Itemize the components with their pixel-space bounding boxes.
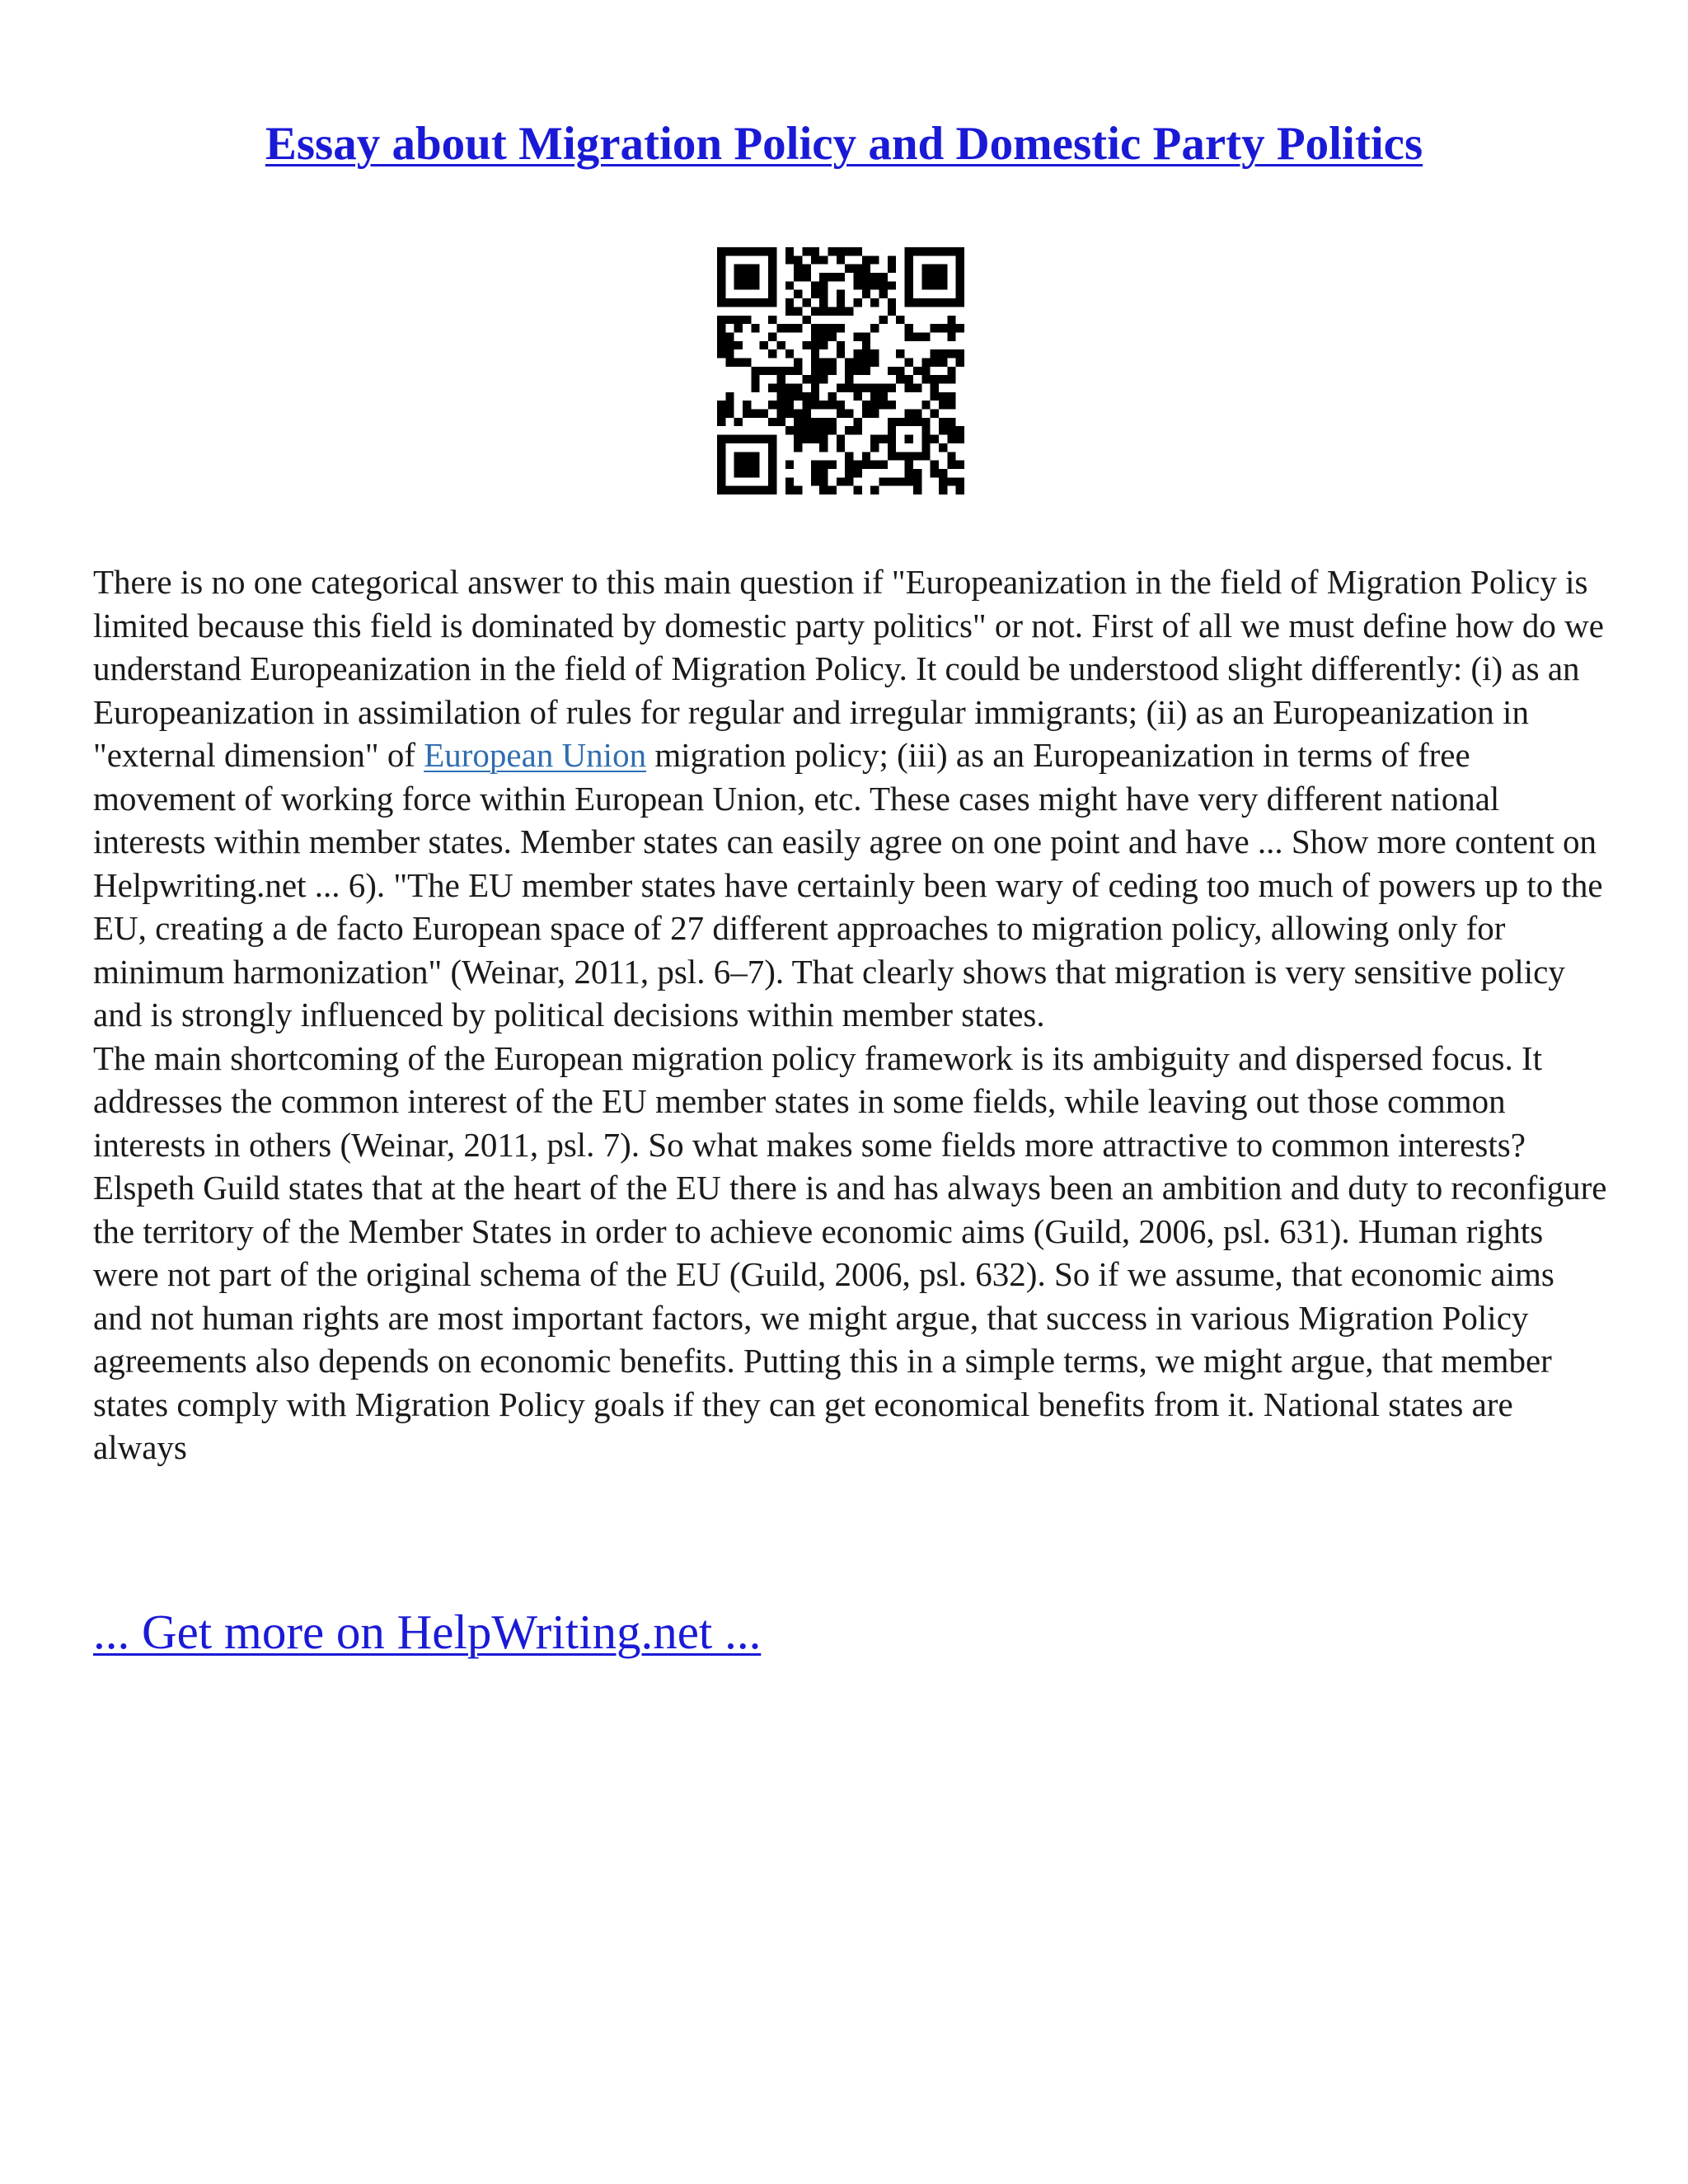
- get-more-link[interactable]: ... Get more on HelpWriting.net ...: [93, 1605, 762, 1659]
- european-union-link[interactable]: European Union: [424, 736, 647, 774]
- essay-paragraph-3: Elspeth Guild states that at the heart of the EU there is and has always been an ambition and duty to reconfigure the territory of the Member States in order to achieve economic aims (Guild, 2006, psl. 631). Human rights were not part of the original schema of the EU (Guild, 2006, psl. 632). So if we assume, that economic aims and not human rights are most important factors, we might argue, that success in various Migration Policy agreements also depends on economic benefits. Putting this in a simple terms, we might argue, that member states comply with Migration Policy goals if they can get economical benefits from it. National states are always: [93, 1169, 1607, 1466]
- page-title: [0, 115, 1688, 173]
- paragraph-text: migration policy; (iii) as an Europeanization in terms of free movement of working force within European Union, etc. These cases might have very different national interests within member states. Member states can easily agree on one point and have ... Show more content on Helpwriting.net ... 6). "The EU member states have certainly been wary of ceding too much of powers up to the EU, creating a de facto European space of 27 different approaches to migration policy, allowing only for minimum harmonization" (Weinar, 2011, psl. 6–7). That clearly shows that migration is very sensitive policy and is strongly influenced by political decisions within member states.: [93, 736, 1603, 1033]
- paragraph-text: There is no one categorical answer to this main question if "Europeanization in the field of Migration Policy is limited because this field is dominated by domestic party politics" or not. First of all we must define how do we understand Europeanization in the field of Migration Policy. It could be understood slight differently: (i) as an Europeanization in assimilation of rules for regular and irregular immigrants; (ii) as an Europeanization in "external dimension" of: [93, 563, 1604, 774]
- title-link[interactable]: Essay about Migration Policy and Domestic Party Politics: [265, 118, 1423, 170]
- qr-code-icon: [717, 247, 964, 494]
- essay-paragraph-1: [93, 560, 1610, 1037]
- essay-paragraph-2: The main shortcoming of the European migration policy framework is its ambiguity and dispersed focus. It addresses the common interest of the EU member states in some fields, while leaving out those common interests in others (Weinar, 2011, psl. 7). So what makes some fields more attractive to common interests?: [93, 1038, 1543, 1164]
- essay-body: [93, 560, 1610, 1469]
